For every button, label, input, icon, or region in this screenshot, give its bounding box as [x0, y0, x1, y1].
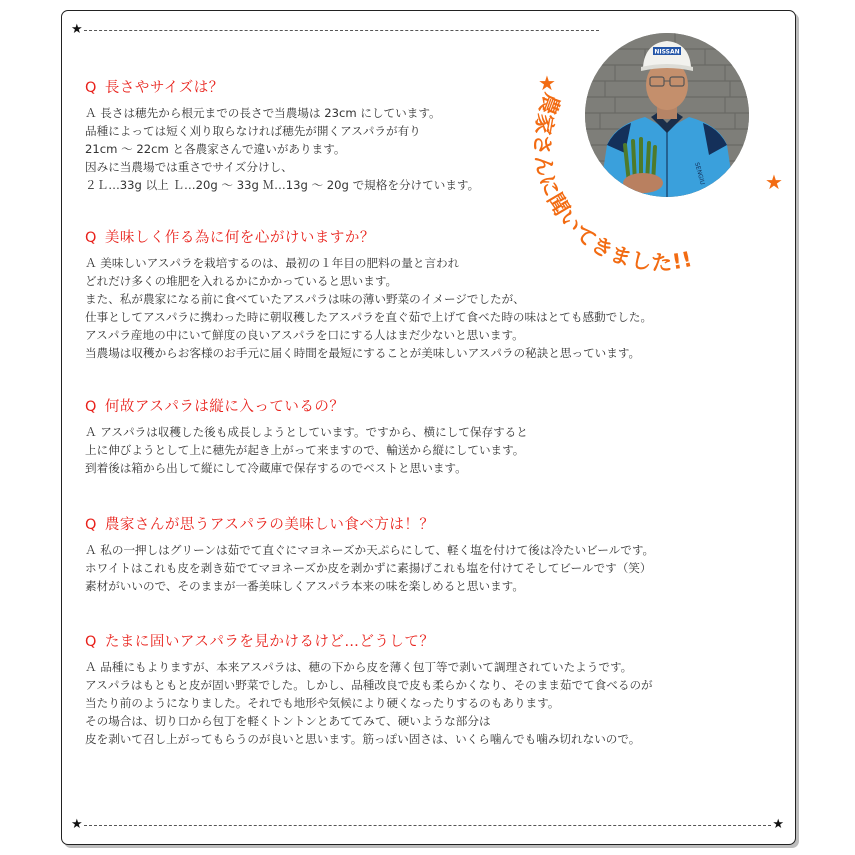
qa-item-size: [85, 78, 479, 194]
question-heading: Q 何故アスパラは縦に入っているの？: [85, 399, 345, 415]
orange-star-icon: ★: [538, 71, 556, 95]
badge-caption-text: 農家さんに聞いてきました!!: [530, 89, 696, 275]
answer-text: Ａ 私の一押しはグリーンは茹でて直ぐにマヨネーズか天ぷらにして、軽く塩を付けて後は冷たいビールです。 ホワイトはこれも皮を剥き茹でてマヨネーズか皮を剥かずに素揚げこれも塩を付けてそしてビールです（笑） 素材がいいので、そのままが一番美味しくアスパラ本来の味を楽しめると思います。: [85, 543, 655, 593]
orange-star-icon: ★: [765, 170, 783, 194]
star-icon: ★: [772, 817, 784, 832]
svg-text:SENGIU: SENGIU: [693, 161, 706, 186]
qa-item-eating: [85, 515, 654, 595]
question-heading: Q たまに固いアスパラを見かけるけど…どうして？: [85, 634, 435, 650]
question-heading: Q 美味しく作る為に何を心がけいますか？: [85, 230, 375, 246]
qa-item-tips: [85, 228, 652, 362]
bottom-divider: [71, 817, 784, 832]
qa-item-vertical-packing: [85, 397, 528, 477]
dashed-line: [84, 30, 599, 31]
star-icon: ★: [71, 817, 83, 832]
question-heading: Q 長さやサイズは？: [85, 80, 224, 96]
answer-text: Ａ 美味しいアスパラを栽培するのは、最初の１年目の肥料の量と言われ どれだけ多くの堆肥を入れるかにかかっていると思います。 また、私が農家になる前に食べていたアスパラは味の薄い野菜のイメージでしたが、 仕事としてアスパラに携わった時に朝収穫したアスパラを直ぐ茹で上げて食べた時の味はとても感動でした。 アスパラ産地の中にいて鮮度の良いアスパラを口にする人はまだ少ないと思います。 当農場は収穫からお客様のお手元に届く時間を最短にすることが美味しいアスパラの秘訣と思っています。: [85, 256, 653, 360]
dashed-line: [84, 825, 772, 826]
answer-text: Ａ アスパラは収穫した後も成長しようとしています。ですから、横にして保存すると 上に伸びようとして上に穂先が起き上がって来ますので、輸送から縦にしています。 到着後は箱から出して縦にして冷蔵庫で保存するのでベストと思います。: [85, 425, 528, 475]
svg-text:NISSAN: NISSAN: [654, 48, 680, 56]
answer-text: Ａ 品種にもよりますが、本来アスパラは、穂の下から皮を薄く包丁等で剥いて調理されていたようです。 アスパラはもともと皮が固い野菜でした。しかし、品種改良で皮も柔らかくなり、そのまま茹でて食べるのが 当たり前のようになりました。それでも地形や気候により硬くなったりするのもあります。 その場合は、切り口から包丁を軽くトントンとあててみて、硬いような部分は 皮を剥いて召し上がってもらうのが良いと思います。筋っぽい固さは、いくら噛んでも噛み切れないので。: [85, 660, 653, 746]
qa-item-hard-asparagus: [85, 632, 653, 748]
star-icon: ★: [71, 22, 83, 37]
badge-caption: [525, 20, 800, 275]
question-heading: Q 農家さんが思うアスパラの美味しい食べ方は！？: [85, 517, 435, 533]
top-divider: [71, 22, 600, 37]
answer-text: Ａ 長さは穂先から根元までの長さで当農場は 23cm にしています。 品種によっては短く刈り取らなければ穂先が開くアスパラが有り 21cm ～ 22cm と各農家さんで違いがあります。 因みに当農場では重さでサイズ分けし、 ２Ｌ…33g 以上 Ｌ…20g ～ 33g Ｍ…13g ～ 20g で規格を分けています。: [85, 106, 480, 192]
